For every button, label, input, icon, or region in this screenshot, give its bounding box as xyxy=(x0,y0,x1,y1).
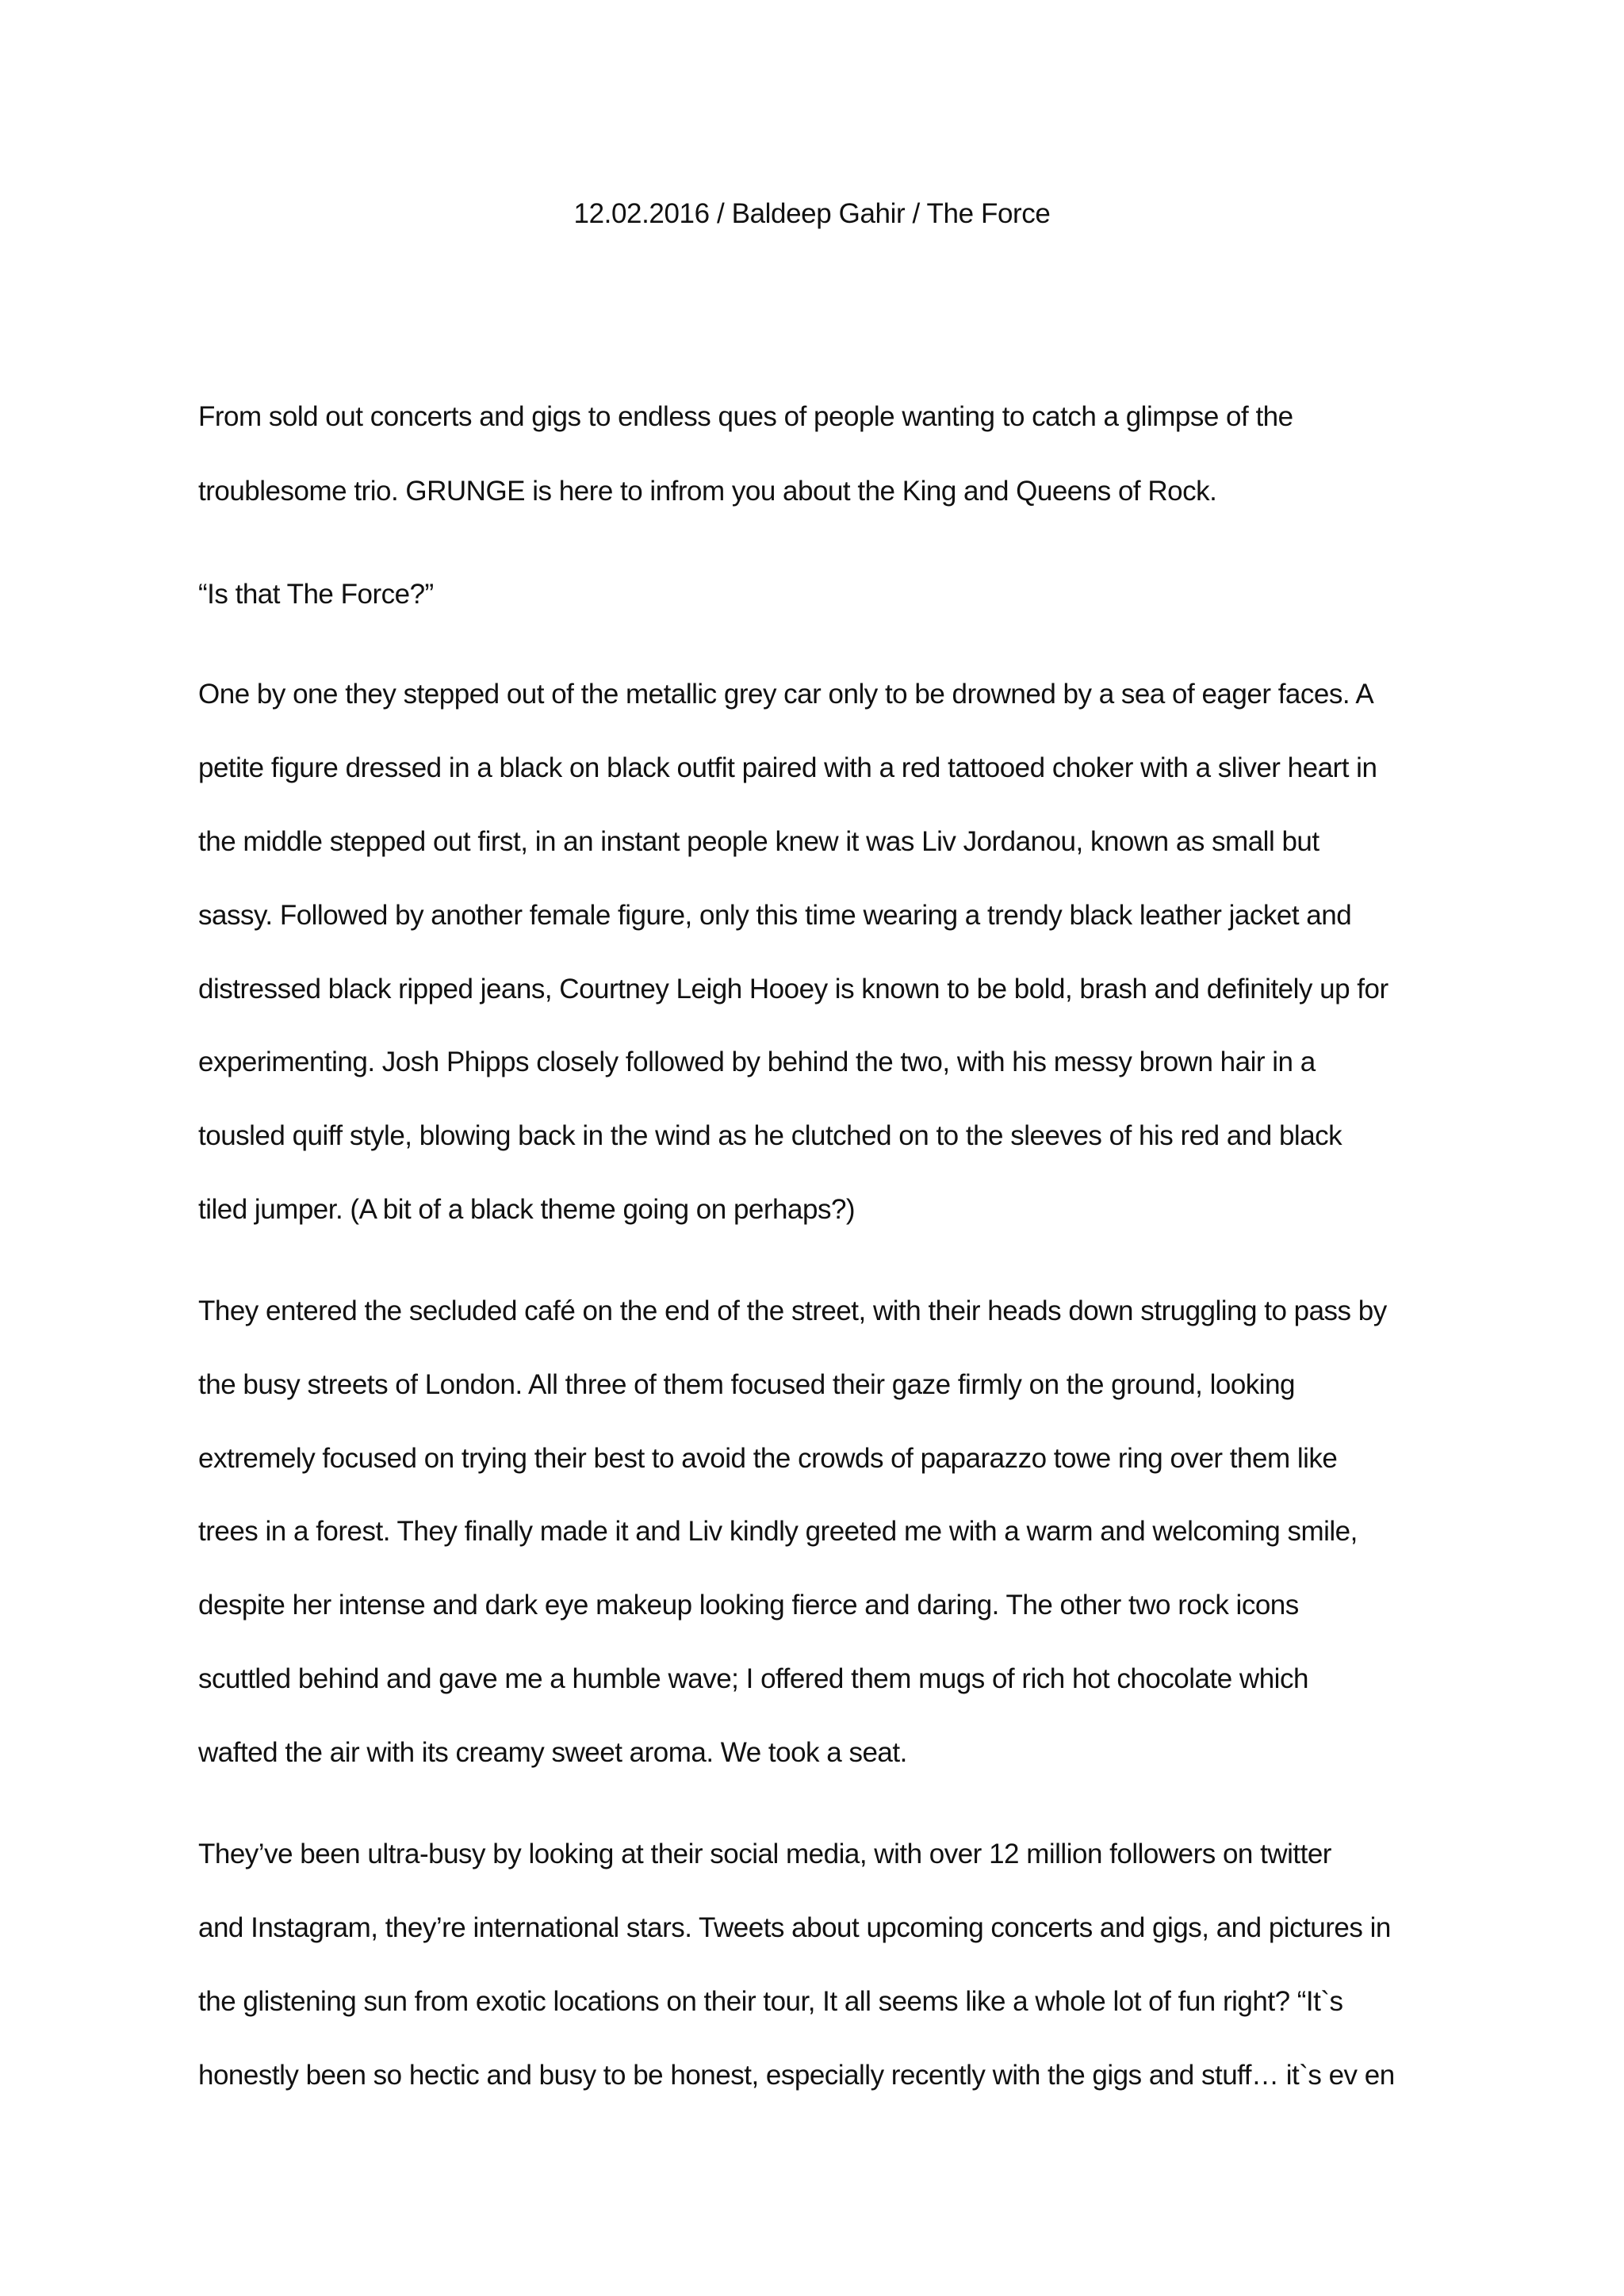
body-line: extremely focused on trying their best to avoid the crowds of paparazzo towe ring over them like xyxy=(198,1443,1338,1474)
body-line: tousled quiff style, blowing back in the wind as he clutched on to the sleeves of his red and black xyxy=(198,1120,1342,1151)
body-line: honestly been so hectic and busy to be honest, especially recently with the gigs and stuff… it`s ev en xyxy=(198,2060,1395,2091)
body-line: “Is that The Force?” xyxy=(198,579,434,610)
body-line: They entered the secluded café on the end of the street, with their heads down struggling to pass by xyxy=(198,1295,1387,1326)
body-line: trees in a forest. They finally made it and Liv kindly greeted me with a warm and welcoming smile, xyxy=(198,1516,1358,1547)
body-line: From sold out concerts and gigs to endless ques of people wanting to catch a glimpse of the xyxy=(198,401,1293,432)
body-line: despite her intense and dark eye makeup looking fierce and daring. The other two rock icons xyxy=(198,1590,1299,1621)
body-line: the middle stepped out first, in an instant people knew it was Liv Jordanou, known as small but xyxy=(198,826,1320,857)
body-line: One by one they stepped out of the metallic grey car only to be drowned by a sea of eager faces. A xyxy=(198,679,1374,710)
body-line: wafted the air with its creamy sweet aroma. We took a seat. xyxy=(198,1737,907,1768)
body-line: the glistening sun from exotic locations on their tour, It all seems like a whole lot of fun right? “It`s xyxy=(198,1986,1343,2017)
document-header: 12.02.2016 / Baldeep Gahir / The Force xyxy=(573,198,1051,229)
body-line: the busy streets of London. All three of them focused their gaze firmly on the ground, looking xyxy=(198,1369,1296,1400)
body-line: sassy. Followed by another female figure, only this time wearing a trendy black leather jacket and xyxy=(198,900,1352,931)
body-line: and Instagram, they’re international stars. Tweets about upcoming concerts and gigs, and pictures in xyxy=(198,1912,1391,1943)
body-line: tiled jumper. (A bit of a black theme going on perhaps?) xyxy=(198,1194,856,1225)
body-line: They’ve been ultra-busy by looking at their social media, with over 12 million followers on twitter xyxy=(198,1839,1331,1869)
body-line: distressed black ripped jeans, Courtney Leigh Hooey is known to be bold, brash and definitely up for xyxy=(198,974,1388,1004)
body-line: experimenting. Josh Phipps closely followed by behind the two, with his messy brown hair in a xyxy=(198,1047,1316,1077)
body-line: troublesome trio. GRUNGE is here to infrom you about the King and Queens of Rock. xyxy=(198,476,1217,507)
body-line: scuttled behind and gave me a humble wave; I offered them mugs of rich hot chocolate which xyxy=(198,1663,1308,1694)
body-line: petite figure dressed in a black on black outfit paired with a red tattooed choker with a sliver heart in xyxy=(198,752,1377,783)
